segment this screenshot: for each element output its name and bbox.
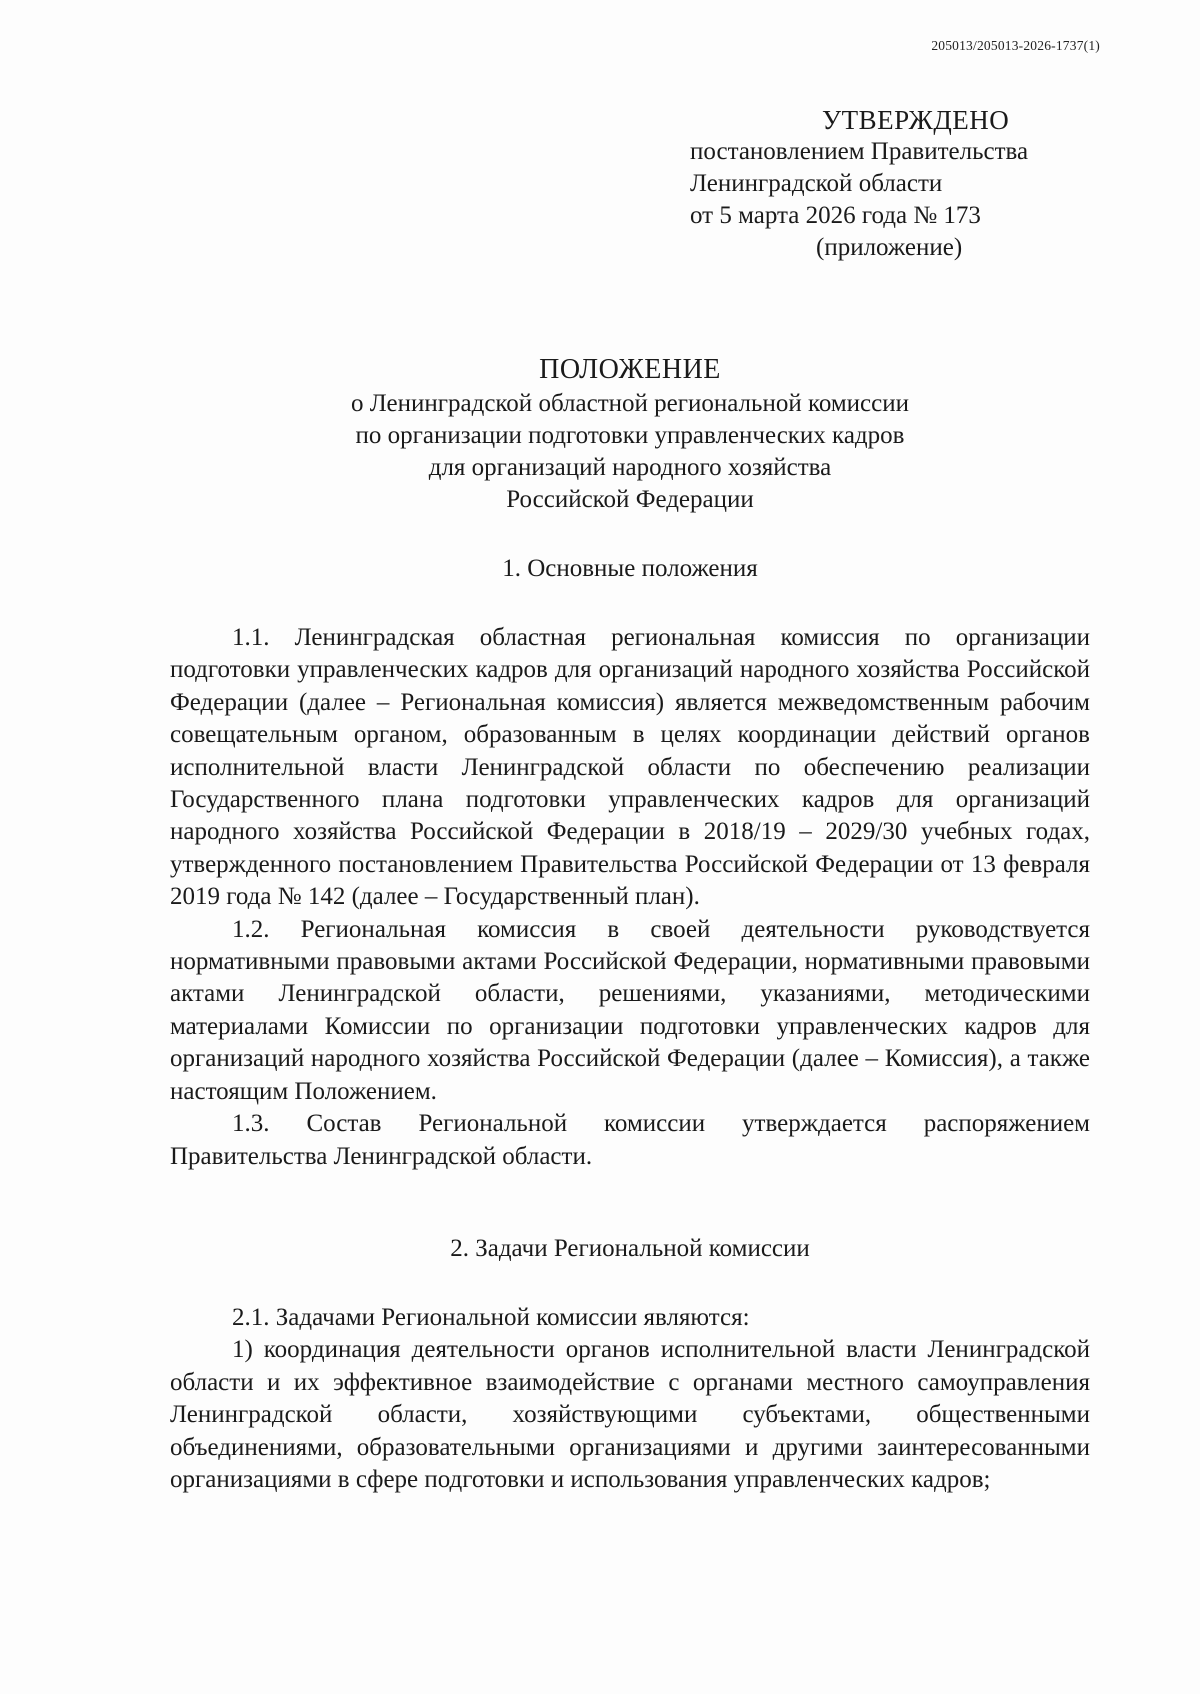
section-1-body xyxy=(170,622,1090,1173)
approval-line-1: постановлением Правительства xyxy=(690,138,1029,165)
approval-stamp: УТВЕРЖДЕНО xyxy=(822,105,1010,135)
title-line-4: Российской Федерации xyxy=(506,486,754,513)
title-line-1: о Ленинградской областной региональной комиссии xyxy=(351,390,909,417)
approval-block xyxy=(690,104,1110,264)
document-reference-number: 205013/205013-2026-1737(1) xyxy=(931,38,1100,53)
section-2-heading: 2. Задачи Региональной комиссии xyxy=(450,1235,810,1262)
paragraph-1-1: 1.1. Ленинградская областная региональная комиссия по организации подготовки управленческих кадров для организаций народного хозяйства Российской Федерации (далее – Региональная комиссия) является межведомственным рабочим совещательным органом, образованным в целях координации действий органов исполнительной власти Ленинградской области по обеспечению реализации Государственного плана подготовки управленческих кадров для организаций народного хозяйства Российской Федерации в 2018/19 – 2029/30 учебных годах, утвержденного постановлением Правительства Российской Федерации от 13 февраля 2019 года № 142 (далее – Государственный план). xyxy=(170,624,1090,911)
paragraph-1-2: 1.2. Региональная комиссия в своей деятельности руководствуется нормативными правовыми актами Российской Федерации, нормативными правовыми актами Ленинградской области, решениями, указаниями, методическими материалами Комиссии по организации подготовки управленческих кадров для организаций народного хозяйства Российской Федерации (далее – Комиссия), а также настоящим Положением. xyxy=(170,915,1090,1105)
approval-appendix: (приложение) xyxy=(816,234,963,261)
approval-line-2: Ленинградской области xyxy=(690,170,943,197)
title-line-2: по организации подготовки управленческих кадров xyxy=(355,422,905,449)
paragraph-1-3: 1.3. Состав Региональной комиссии утверждается распоряжением Правительства Ленинградской области. xyxy=(170,1110,1090,1170)
document-title xyxy=(170,354,1090,516)
title-line-3: для организаций народного хозяйства xyxy=(428,454,832,481)
paragraph-2-1: 2.1. Задачами Региональной комиссии являются: xyxy=(232,1304,750,1331)
section-2-body xyxy=(170,1302,1090,1496)
section-1-heading: 1. Основные положения xyxy=(502,555,758,582)
approval-line-3: от 5 марта 2026 года № 173 xyxy=(690,202,981,229)
title-heading: ПОЛОЖЕНИЕ xyxy=(539,354,721,385)
paragraph-2-1-item-1: 1) координация деятельности органов исполнительной власти Ленинградской области и их эффективное взаимодействие с органами местного самоуправления Ленинградской области, хозяйствующими субъектами, общественными объединениями, образовательными организациями и другими заинтересованными организациями в сфере подготовки и использования управленческих кадров; xyxy=(170,1336,1090,1494)
